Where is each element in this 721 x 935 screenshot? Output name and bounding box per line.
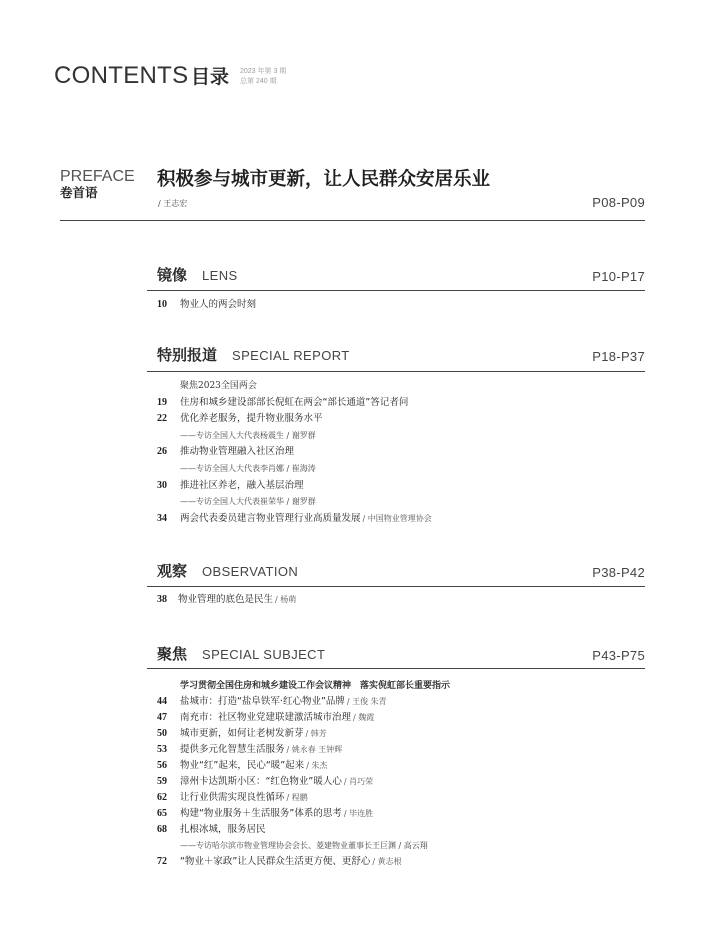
entry-title: 构建“物业服务＋生活服务”体系的思考 [180,808,342,819]
entry-title: 推动物业管理融入社区治理 [180,446,295,458]
entry-author: / 毕连胜 [343,809,374,818]
section-list-special-subject [157,678,450,870]
toc-entry [157,758,450,774]
entry-page-number: 30 [157,479,167,491]
entry-title: 住房和城乡建设部部长倪虹在两会“部长通道”答记者问 [180,396,409,408]
entry-subtitle: ——专访全国人大代表李肖娜 / 崔海涛 [180,463,316,473]
entry-subtitle: ——专访全国人大代表崔荣华 / 谢罗群 [180,497,316,507]
section-title-cn: 镜像 [157,266,188,284]
section-heading-observation [157,562,298,581]
entry-page-number: 38 [157,594,167,605]
entry-page-number: 10 [157,299,167,310]
toc-entry [157,790,450,806]
total-issue-number: 总第 240 期 [240,78,277,85]
section-title-en: SPECIAL SUBJECT [202,647,326,662]
section-title-en: SPECIAL REPORT [232,348,350,363]
section-divider [147,586,645,587]
section-intro: 聚焦2023全国两会 [180,381,257,391]
entry-title: 推进社区养老，融入基层治理 [180,479,304,491]
entry-author: / 韩芳 [305,729,327,738]
entry-title: 漳州卡达凯斯小区：“红色物业”暖人心 [180,776,342,787]
toc-entry [157,444,432,461]
section-heading-special-report [157,346,350,365]
entry-page-number: 56 [157,760,167,771]
toc-entry [157,822,450,838]
section-heading-special-subject [157,645,325,664]
section-title-en: LENS [202,268,238,283]
section-page-range: P38-P42 [592,565,645,580]
preface-author: / 王志宏 [158,199,188,208]
preface-page-range: P08-P09 [592,195,645,210]
toc-entry [157,592,296,608]
toc-entry [157,854,450,870]
section-list-lens [157,297,256,313]
entry-page-number: 44 [157,696,167,707]
entry-title: 扎根冰城，服务居民 [180,824,266,835]
preface-label-cn: 卷首语 [60,185,98,200]
entry-author: / 肖巧荣 [343,777,374,786]
toc-entry [157,774,450,790]
entry-title: 提供多元化智慧生活服务 [180,744,285,755]
section-page-range: P10-P17 [592,269,645,284]
entry-subtitle: ——专访哈尔滨市物业管理协会会长、菱建物业董事长王巨渊 / 高云翔 [180,841,428,850]
entry-title: 南充市：社区物业党建联建激活城市治理 [180,712,352,723]
entry-page-number: 68 [157,824,167,835]
entry-title: 优化养老服务，提升物业服务水平 [180,413,323,425]
entry-page-number: 65 [157,808,167,819]
entry-title: 让行业供需实现良性循环 [180,792,285,803]
preface-label-en: PREFACE [60,168,135,185]
entry-title: 物业“红”起来，民心“暖”起来 [180,760,305,771]
entry-author: / 朱杰 [306,761,328,770]
section-title-cn: 特别报道 [157,346,218,364]
toc-entry [157,511,432,528]
issue-info [240,67,286,87]
entry-author: / 王俊 朱青 [346,697,387,706]
entry-author: / 中国物业管理协会 [362,513,432,523]
section-list-observation [157,592,296,608]
toc-entry [157,726,450,742]
toc-entry [157,411,432,428]
entry-author: / 黄志根 [372,857,402,866]
section-divider [147,668,645,669]
entry-page-number: 47 [157,712,167,723]
entry-title: 物业管理的底色是民生 [178,594,274,605]
entry-page-number: 34 [157,512,167,524]
preface-title: 积极参与城市更新，让人民群众安居乐业 [157,169,491,190]
entry-page-number: 19 [157,396,167,408]
entry-page-number: 62 [157,792,167,803]
section-page-range: P18-P37 [592,349,645,364]
section-divider [147,290,645,291]
toc-entry [157,806,450,822]
toc-entry [157,694,450,710]
entry-page-number: 59 [157,776,167,787]
toc-entry [157,395,432,412]
section-title-cn: 观察 [157,562,188,580]
contents-title-cn: 目录 [191,66,230,88]
entry-author: / 姚永春 王钟辉 [286,745,343,754]
entry-title: 物业人的两会时刻 [180,299,257,310]
entry-title: 两会代表委员建言物业管理行业高质量发展 [180,512,361,524]
section-page-range: P43-P75 [592,648,645,663]
entry-author: / 程鹏 [286,793,308,802]
issue-number: 2023 年第 3 期 [240,68,287,75]
entry-subtitle: ——专访全国人大代表杨震生 / 谢罗群 [180,430,316,440]
entry-page-number: 53 [157,744,167,755]
section-title-cn: 聚焦 [157,645,188,663]
section-list-special-report [157,378,432,527]
entry-page-number: 22 [157,413,167,425]
toc-entry [157,710,450,726]
section-heading-lens [157,266,238,285]
section-title-en: OBSERVATION [202,564,299,579]
entry-author: / 魏霞 [353,713,375,722]
entry-page-number: 26 [157,446,167,458]
preface-divider [60,220,645,221]
entry-title: 盐城市：打造“盐阜铁军·红心物业”品牌 [180,696,345,707]
entry-author: / 杨萌 [275,595,297,604]
toc-entry [157,478,432,495]
entry-page-number: 72 [157,856,167,867]
section-intro: 学习贯彻全国住房和城乡建设工作会议精神 落实倪虹部长重要指示 [180,681,451,691]
toc-entry [157,297,256,313]
entry-title: 城市更新，如何让老树发新芽 [180,728,304,739]
toc-entry [157,742,450,758]
section-divider [147,371,645,372]
contents-title-en: CONTENTS [54,62,189,89]
entry-title: “物业＋家政”让人民群众生活更方便、更舒心 [180,856,371,867]
entry-page-number: 50 [157,728,167,739]
